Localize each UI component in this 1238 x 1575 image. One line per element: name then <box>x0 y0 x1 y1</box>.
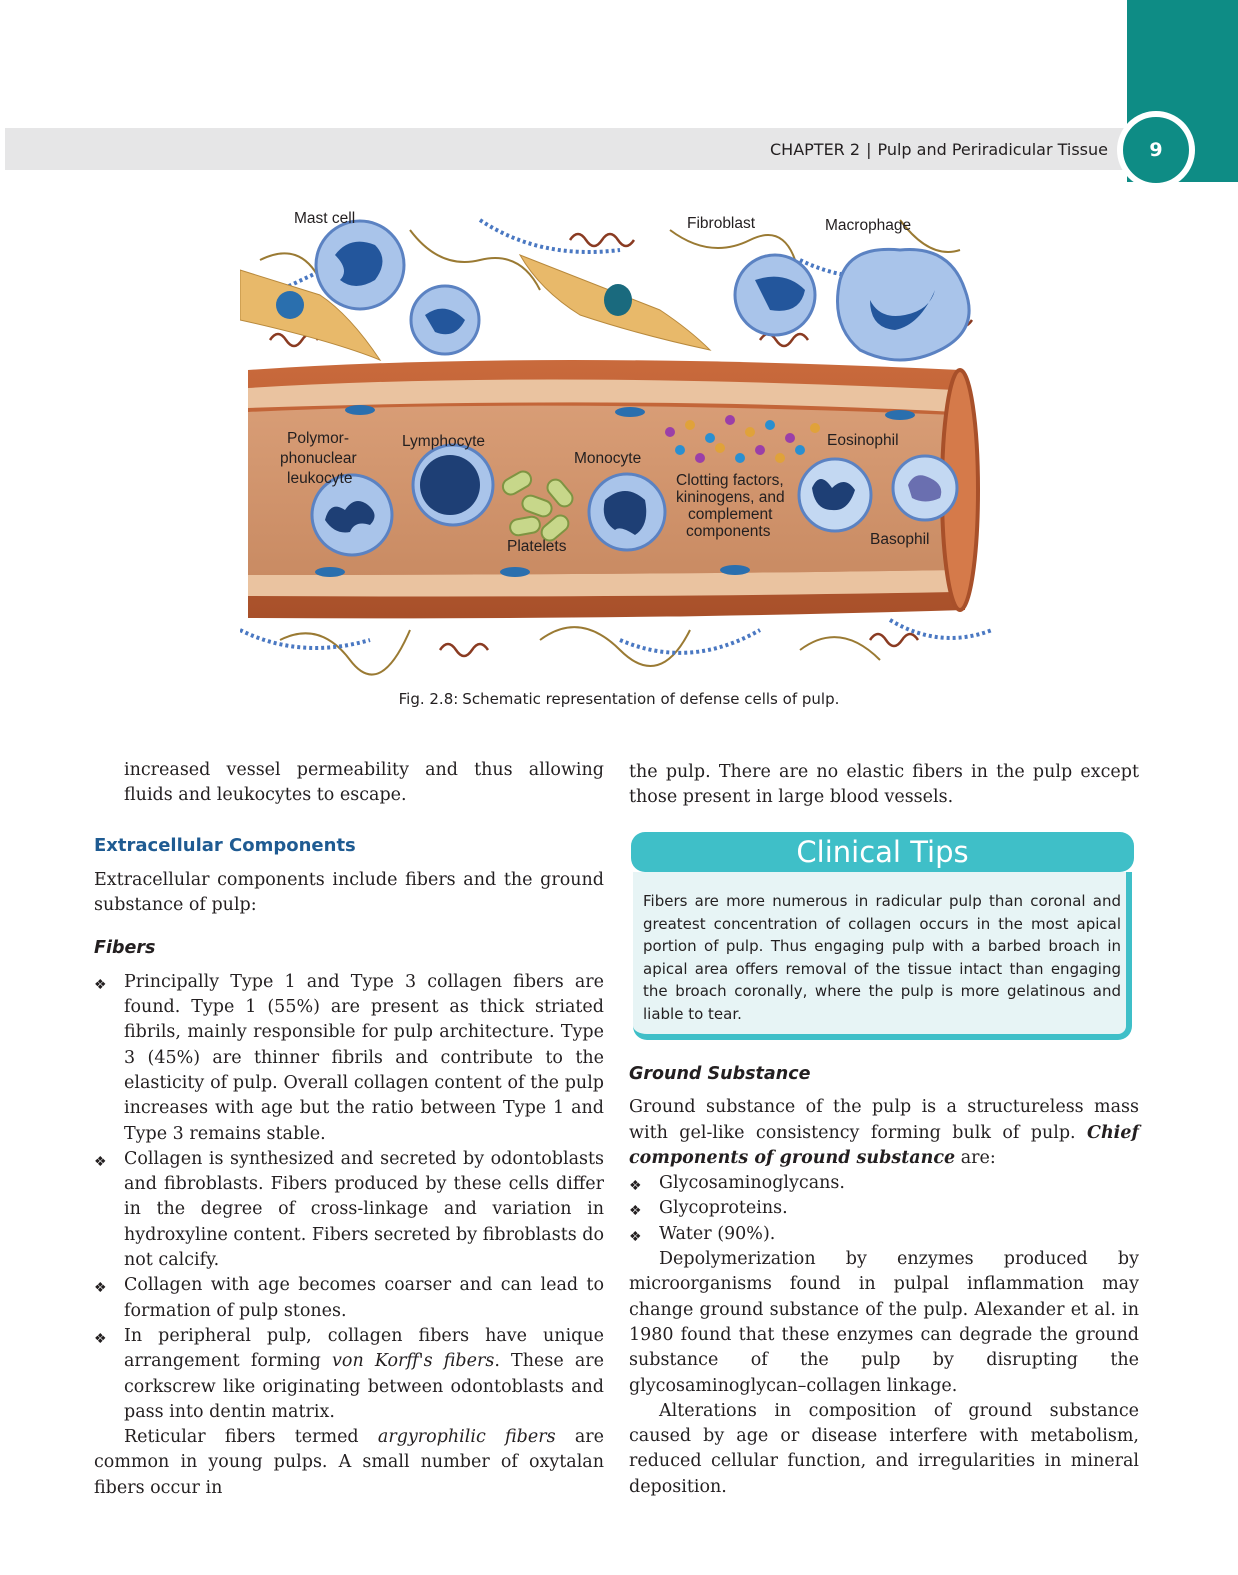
bullet-text: Glycoproteins. <box>659 1198 788 1219</box>
label-pmn-3: leukocyte <box>287 470 353 487</box>
label-macrophage: Macrophage <box>825 217 912 234</box>
bullet-text: Collagen is synthesized and secreted by odontoblasts and fibroblasts. Fibers produced by these cells differ in the degree of cross-linkage and variation in hydroxyline content. Fibers secreted by fibroblasts do not calcify. <box>124 1148 605 1271</box>
clinical-tips-box <box>631 832 1136 1044</box>
subheading-ground-substance: Ground Substance <box>629 1064 811 1084</box>
label-basophil: Basophil <box>870 531 930 548</box>
label-pmn-2: phonuclear <box>280 450 357 467</box>
alterations-paragraph: Alterations in composition of ground substance caused by age or disease interfere with metabolism, reduced cellular function, and irregularities in mineral deposition. <box>629 1400 1139 1497</box>
label-pmn-1: Polymor- <box>287 430 350 447</box>
list-item <box>629 1196 1139 1221</box>
list-item <box>629 1222 1139 1247</box>
label-clotting-4: components <box>686 523 771 540</box>
bullet-text: Glycosaminoglycans. <box>659 1173 845 1194</box>
label-platelets: Platelets <box>507 538 567 555</box>
clinical-tips-body <box>633 872 1132 1040</box>
right-continued-paragraph: the pulp. There are no elastic fibers in the pulp except those present in large blood vessels. <box>629 762 1139 808</box>
list-item <box>94 970 604 1147</box>
list-item <box>94 1147 604 1273</box>
para-text: are common in young pulps. A small number of oxytalan fibers occur in <box>94 1427 605 1498</box>
running-head <box>770 140 1108 159</box>
bullet-text: In peripheral pulp, collagen fibers have unique arrangement forming <box>124 1325 604 1372</box>
label-lymphocyte: Lymphocyte <box>402 433 485 450</box>
von-korff-term: von Korff's fibers <box>332 1351 495 1372</box>
fibers-bullet-list <box>94 970 604 1425</box>
label-fibroblast: Fibroblast <box>687 215 756 232</box>
argyrophilic-term: argyrophilic fibers <box>377 1427 556 1448</box>
left-continued-paragraph: increased vessel permeability and thus allowing fluids and leukocytes to escape. <box>124 760 604 806</box>
bullet-diamond-icon: ❖ <box>629 1203 642 1220</box>
right-column <box>629 760 1139 811</box>
left-column <box>94 758 604 1501</box>
fibroblast-center-nucleus <box>604 284 632 316</box>
label-clotting-2: kininogens, and <box>676 489 785 506</box>
subheading-fibers: Fibers <box>94 938 156 959</box>
lymphocyte-nucleus <box>420 455 480 515</box>
reticular-paragraph <box>94 1425 604 1501</box>
clinical-tips-title: Clinical Tips <box>631 832 1134 872</box>
bullet-text: Water (90%). <box>659 1223 776 1244</box>
label-monocyte: Monocyte <box>574 450 642 467</box>
defense-cells-figure <box>240 200 992 680</box>
para-text: Reticular fibers termed <box>124 1427 378 1448</box>
label-eosinophil: Eosinophil <box>827 432 899 449</box>
ground-substance-para1 <box>629 1095 1139 1171</box>
bullet-diamond-icon: ❖ <box>94 1280 107 1297</box>
list-item <box>629 1171 1139 1196</box>
para-text: are: <box>955 1147 996 1168</box>
page-number: 9 <box>1117 111 1195 189</box>
label-clotting-3: complement <box>688 506 773 523</box>
header-separator: | <box>866 140 872 159</box>
bullet-diamond-icon: ❖ <box>629 1228 642 1245</box>
bullet-text: Collagen with age becomes coarser and can lead to formation of pulp stones. <box>124 1275 604 1321</box>
depolymerization-paragraph: Depolymerization by enzymes produced by microorganisms found in pulpal inflammation may change ground substance of the pulp. Alexander et al. in 1980 found that these enzymes can degrade the ground substance of the pulp by disrupting the glycosaminoglycan–collagen linkage. <box>629 1249 1139 1396</box>
heading-extracellular-components: Extracellular Components <box>94 834 356 856</box>
chapter-title: Pulp and Periradicular Tissue <box>877 140 1108 159</box>
extracellular-intro: Extracellular components include fibers and the ground substance of pulp: <box>94 869 604 916</box>
clinical-tips-text: Fibers are more numerous in radicular pulp than coronal and greatest concentration of collagen occurs in the most apical portion of pulp. Thus engaging pulp with a barbed broach in apical area offers removal of the tissue intact than engaging the broach coronally, where the pulp is more gelatinous and liable to tear. <box>643 892 1121 1023</box>
ground-substance-list <box>629 1171 1139 1247</box>
fibroblast-left-nucleus <box>276 291 304 319</box>
chief-components-term: Chief components of ground substance <box>629 1122 1139 1168</box>
mast-cell-nucleus <box>335 242 383 286</box>
list-item <box>94 1324 604 1425</box>
label-mast-cell: Mast cell <box>294 210 356 227</box>
chapter-label: CHAPTER 2 <box>770 140 861 159</box>
caption-text: Schematic representation of defense cells of pulp. <box>462 690 840 708</box>
bullet-text: . These are corkscrew like originating between odontoblasts and pass into dentin matrix. <box>124 1351 604 1422</box>
figure-caption <box>0 690 1238 708</box>
para-text: Ground substance of the pulp is a structureless mass with gel-like consistency forming bulk of pulp. <box>629 1097 1139 1143</box>
bullet-diamond-icon: ❖ <box>629 1178 642 1195</box>
bullet-diamond-icon: ❖ <box>94 976 107 993</box>
bullet-text: Principally Type 1 and Type 3 collagen fibers are found. Type 1 (55%) are present as thick striated fibrils, mainly responsible for pulp architecture. Type 3 (45%) are thinner fibrils and contribute to the elasticity of pulp. Overall collagen content of the pulp increases with age but the ratio between Type 1 and Type 3 remains stable. <box>124 971 604 1144</box>
caption-label: Fig. 2.8: <box>398 690 459 708</box>
ground-substance-section <box>629 1062 1139 1500</box>
bullet-diamond-icon: ❖ <box>94 1153 107 1170</box>
list-item <box>94 1273 604 1324</box>
label-clotting-1: Clotting factors, <box>676 472 784 489</box>
macrophage <box>838 249 970 360</box>
bullet-diamond-icon: ❖ <box>94 1330 107 1347</box>
